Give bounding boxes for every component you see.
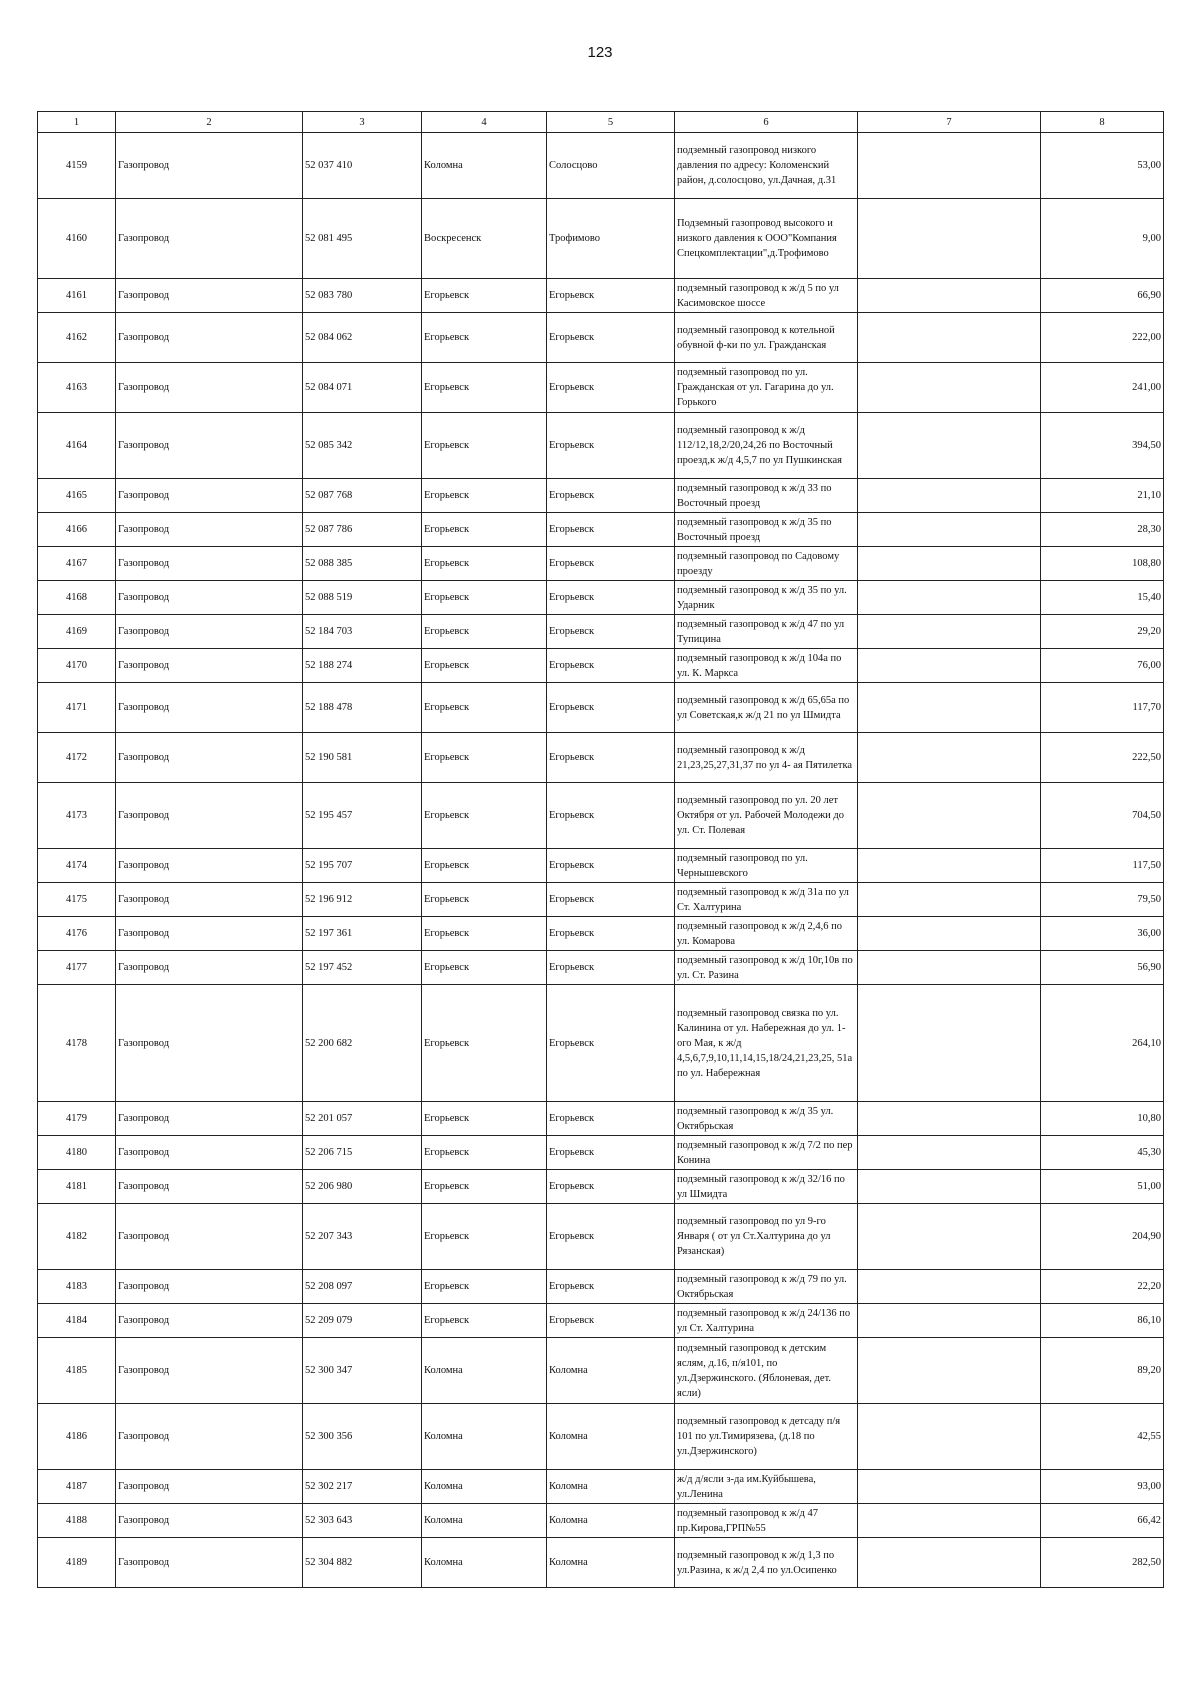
description: ж/д д/ясли з-да им.Куйбышева, ул.Ленина — [675, 1470, 858, 1504]
object-type: Газопровод — [116, 649, 303, 683]
object-code: 52 037 410 — [303, 133, 422, 199]
locality: Коломна — [547, 1404, 675, 1470]
row-number: 4178 — [38, 985, 116, 1102]
locality: Егорьевск — [547, 951, 675, 985]
district: Егорьевск — [422, 951, 547, 985]
table-row — [38, 683, 1164, 733]
district: Егорьевск — [422, 479, 547, 513]
description: подземный газопровод к ж/д 35 по ул. Ударник — [675, 581, 858, 615]
row-number: 4173 — [38, 783, 116, 849]
column-7-value — [858, 951, 1041, 985]
table-row — [38, 985, 1164, 1102]
object-code: 52 201 057 — [303, 1102, 422, 1136]
length-value: 22,20 — [1041, 1270, 1164, 1304]
table-row — [38, 649, 1164, 683]
object-type: Газопровод — [116, 1102, 303, 1136]
object-type: Газопровод — [116, 683, 303, 733]
length-value: 9,00 — [1041, 199, 1164, 279]
locality: Егорьевск — [547, 363, 675, 413]
length-value: 264,10 — [1041, 985, 1164, 1102]
table-row — [38, 1102, 1164, 1136]
object-code: 52 088 519 — [303, 581, 422, 615]
locality: Егорьевск — [547, 1170, 675, 1204]
district: Егорьевск — [422, 1102, 547, 1136]
object-code: 52 084 071 — [303, 363, 422, 413]
column-header: 2 — [116, 112, 303, 133]
table-row — [38, 883, 1164, 917]
length-value: 222,00 — [1041, 313, 1164, 363]
object-code: 52 081 495 — [303, 199, 422, 279]
length-value: 29,20 — [1041, 615, 1164, 649]
district: Егорьевск — [422, 917, 547, 951]
locality: Солосцово — [547, 133, 675, 199]
column-header: 8 — [1041, 112, 1164, 133]
length-value: 45,30 — [1041, 1136, 1164, 1170]
table-row — [38, 1404, 1164, 1470]
table-row — [38, 917, 1164, 951]
column-7-value — [858, 1404, 1041, 1470]
length-value: 117,50 — [1041, 849, 1164, 883]
description: подземный газопровод к ж/д 65,65а по ул Советская,к ж/д 21 по ул Шмидта — [675, 683, 858, 733]
object-type: Газопровод — [116, 917, 303, 951]
table-row — [38, 615, 1164, 649]
district: Коломна — [422, 1538, 547, 1588]
district: Егорьевск — [422, 1304, 547, 1338]
length-value: 56,90 — [1041, 951, 1164, 985]
object-code: 52 088 385 — [303, 547, 422, 581]
description: подземный газопровод к ж/д 35 ул. Октябрьская — [675, 1102, 858, 1136]
table-row — [38, 133, 1164, 199]
column-7-value — [858, 733, 1041, 783]
row-number: 4169 — [38, 615, 116, 649]
object-type: Газопровод — [116, 1470, 303, 1504]
locality: Егорьевск — [547, 883, 675, 917]
object-code: 52 188 274 — [303, 649, 422, 683]
table-row — [38, 413, 1164, 479]
object-type: Газопровод — [116, 199, 303, 279]
row-number: 4168 — [38, 581, 116, 615]
column-header: 3 — [303, 112, 422, 133]
column-7-value — [858, 649, 1041, 683]
table-row — [38, 1504, 1164, 1538]
object-type: Газопровод — [116, 363, 303, 413]
locality: Егорьевск — [547, 581, 675, 615]
length-value: 21,10 — [1041, 479, 1164, 513]
row-number: 4180 — [38, 1136, 116, 1170]
locality: Егорьевск — [547, 733, 675, 783]
row-number: 4160 — [38, 199, 116, 279]
description: подземный газопровод к ж/д 21,23,25,27,31,37 по ул 4- ая Пятилетка — [675, 733, 858, 783]
registry-table — [37, 111, 1164, 1588]
object-code: 52 300 356 — [303, 1404, 422, 1470]
district: Егорьевск — [422, 985, 547, 1102]
object-code: 52 207 343 — [303, 1204, 422, 1270]
table-row — [38, 1338, 1164, 1404]
locality: Егорьевск — [547, 313, 675, 363]
locality: Егорьевск — [547, 547, 675, 581]
column-7-value — [858, 199, 1041, 279]
column-7-value — [858, 1304, 1041, 1338]
district: Коломна — [422, 1504, 547, 1538]
locality: Егорьевск — [547, 917, 675, 951]
object-type: Газопровод — [116, 849, 303, 883]
table-row — [38, 783, 1164, 849]
locality: Коломна — [547, 1538, 675, 1588]
column-7-value — [858, 1170, 1041, 1204]
column-7-value — [858, 547, 1041, 581]
object-type: Газопровод — [116, 581, 303, 615]
column-7-value — [858, 615, 1041, 649]
description: подземный газопровод к ж/д 79 по ул. Октябрьская — [675, 1270, 858, 1304]
locality: Егорьевск — [547, 513, 675, 547]
object-type: Газопровод — [116, 1170, 303, 1204]
object-type: Газопровод — [116, 1338, 303, 1404]
object-code: 52 200 682 — [303, 985, 422, 1102]
object-code: 52 084 062 — [303, 313, 422, 363]
district: Егорьевск — [422, 1204, 547, 1270]
locality: Егорьевск — [547, 649, 675, 683]
table-row — [38, 1470, 1164, 1504]
locality: Егорьевск — [547, 1102, 675, 1136]
row-number: 4188 — [38, 1504, 116, 1538]
object-code: 52 195 707 — [303, 849, 422, 883]
column-header: 5 — [547, 112, 675, 133]
locality: Егорьевск — [547, 985, 675, 1102]
locality: Егорьевск — [547, 783, 675, 849]
object-type: Газопровод — [116, 1204, 303, 1270]
length-value: 86,10 — [1041, 1304, 1164, 1338]
object-code: 52 206 715 — [303, 1136, 422, 1170]
table-row — [38, 581, 1164, 615]
length-value: 241,00 — [1041, 363, 1164, 413]
object-type: Газопровод — [116, 313, 303, 363]
column-7-value — [858, 363, 1041, 413]
object-code: 52 085 342 — [303, 413, 422, 479]
object-code: 52 208 097 — [303, 1270, 422, 1304]
object-code: 52 196 912 — [303, 883, 422, 917]
object-code: 52 188 478 — [303, 683, 422, 733]
object-code: 52 197 361 — [303, 917, 422, 951]
column-7-value — [858, 917, 1041, 951]
object-type: Газопровод — [116, 513, 303, 547]
object-type: Газопровод — [116, 279, 303, 313]
locality: Егорьевск — [547, 479, 675, 513]
table-header-row — [38, 112, 1164, 133]
locality: Егорьевск — [547, 1270, 675, 1304]
column-header: 7 — [858, 112, 1041, 133]
locality: Егорьевск — [547, 413, 675, 479]
column-7-value — [858, 849, 1041, 883]
row-number: 4186 — [38, 1404, 116, 1470]
object-code: 52 195 457 — [303, 783, 422, 849]
row-number: 4162 — [38, 313, 116, 363]
locality: Трофимово — [547, 199, 675, 279]
locality: Егорьевск — [547, 849, 675, 883]
row-number: 4170 — [38, 649, 116, 683]
district: Егорьевск — [422, 413, 547, 479]
object-type: Газопровод — [116, 1538, 303, 1588]
table-row — [38, 849, 1164, 883]
description: подземный газопровод к детским яслям, д.16, п/я101, по ул.Дзержинского. (Яблоневая, дет. ясли) — [675, 1338, 858, 1404]
length-value: 66,90 — [1041, 279, 1164, 313]
object-code: 52 300 347 — [303, 1338, 422, 1404]
description: подземный газопровод по ул. 20 лет Октября от ул. Рабочей Молодежи до ул. Ст. Полевая — [675, 783, 858, 849]
district: Егорьевск — [422, 783, 547, 849]
locality: Коломна — [547, 1470, 675, 1504]
object-code: 52 304 882 — [303, 1538, 422, 1588]
table-row — [38, 363, 1164, 413]
object-code: 52 197 452 — [303, 951, 422, 985]
column-7-value — [858, 313, 1041, 363]
row-number: 4163 — [38, 363, 116, 413]
length-value: 28,30 — [1041, 513, 1164, 547]
district: Егорьевск — [422, 313, 547, 363]
table-row — [38, 733, 1164, 783]
object-type: Газопровод — [116, 1270, 303, 1304]
row-number: 4179 — [38, 1102, 116, 1136]
column-7-value — [858, 1470, 1041, 1504]
column-7-value — [858, 513, 1041, 547]
column-7-value — [858, 479, 1041, 513]
district: Егорьевск — [422, 363, 547, 413]
object-type: Газопровод — [116, 547, 303, 581]
table-row — [38, 313, 1164, 363]
description: подземный газопровод к ж/д 31а по ул Ст. Халтурина — [675, 883, 858, 917]
object-type: Газопровод — [116, 479, 303, 513]
column-7-value — [858, 133, 1041, 199]
object-code: 52 087 768 — [303, 479, 422, 513]
row-number: 4177 — [38, 951, 116, 985]
description: подземный газопровод к ж/д 32/16 по ул Шмидта — [675, 1170, 858, 1204]
column-7-value — [858, 413, 1041, 479]
object-type: Газопровод — [116, 1404, 303, 1470]
length-value: 394,50 — [1041, 413, 1164, 479]
table-row — [38, 279, 1164, 313]
district: Егорьевск — [422, 1270, 547, 1304]
description: подземный газопровод к ж/д 24/136 по ул Ст. Халтурина — [675, 1304, 858, 1338]
district: Егорьевск — [422, 849, 547, 883]
length-value: 117,70 — [1041, 683, 1164, 733]
row-number: 4184 — [38, 1304, 116, 1338]
description: подземный газопровод по ул. Чернышевского — [675, 849, 858, 883]
description: подземный газопровод к ж/д 10г,10в по ул. Ст. Разина — [675, 951, 858, 985]
object-type: Газопровод — [116, 783, 303, 849]
object-code: 52 083 780 — [303, 279, 422, 313]
description: подземный газопровод к ж/д 47 пр.Кирова,ГРП№55 — [675, 1504, 858, 1538]
column-7-value — [858, 1136, 1041, 1170]
row-number: 4181 — [38, 1170, 116, 1204]
page-number: 123 — [587, 44, 613, 61]
description: подземный газопровод к ж/д 33 по Восточный проезд — [675, 479, 858, 513]
district: Воскресенск — [422, 199, 547, 279]
table-row — [38, 951, 1164, 985]
description: подземный газопровод к ж/д 7/2 по пер Конина — [675, 1136, 858, 1170]
length-value: 53,00 — [1041, 133, 1164, 199]
locality: Коломна — [547, 1504, 675, 1538]
table-row — [38, 199, 1164, 279]
locality: Егорьевск — [547, 615, 675, 649]
length-value: 222,50 — [1041, 733, 1164, 783]
table-row — [38, 1170, 1164, 1204]
district: Егорьевск — [422, 279, 547, 313]
district: Коломна — [422, 1470, 547, 1504]
length-value: 204,90 — [1041, 1204, 1164, 1270]
column-7-value — [858, 1338, 1041, 1404]
length-value: 42,55 — [1041, 1404, 1164, 1470]
object-code: 52 303 643 — [303, 1504, 422, 1538]
row-number: 4164 — [38, 413, 116, 479]
column-header: 6 — [675, 112, 858, 133]
row-number: 4174 — [38, 849, 116, 883]
column-7-value — [858, 883, 1041, 917]
object-type: Газопровод — [116, 883, 303, 917]
locality: Егорьевск — [547, 683, 675, 733]
description: подземный газопровод по ул 9-го Января ( от ул Ст.Халтурина до ул Рязанская) — [675, 1204, 858, 1270]
description: Подземный газопровод высокого и низкого давления к ООО"Компания Спецкомплектации",д.Трофимово — [675, 199, 858, 279]
object-type: Газопровод — [116, 615, 303, 649]
table-row — [38, 1204, 1164, 1270]
object-code: 52 087 786 — [303, 513, 422, 547]
table-row — [38, 1136, 1164, 1170]
length-value: 10,80 — [1041, 1102, 1164, 1136]
description: подземный газопровод к ж/д 47 по ул Тупицина — [675, 615, 858, 649]
district: Коломна — [422, 1338, 547, 1404]
column-7-value — [858, 1270, 1041, 1304]
length-value: 76,00 — [1041, 649, 1164, 683]
object-code: 52 206 980 — [303, 1170, 422, 1204]
row-number: 4175 — [38, 883, 116, 917]
column-7-value — [858, 1102, 1041, 1136]
district: Егорьевск — [422, 581, 547, 615]
row-number: 4161 — [38, 279, 116, 313]
table-row — [38, 547, 1164, 581]
length-value: 704,50 — [1041, 783, 1164, 849]
row-number: 4165 — [38, 479, 116, 513]
district: Егорьевск — [422, 547, 547, 581]
column-7-value — [858, 1504, 1041, 1538]
object-code: 52 209 079 — [303, 1304, 422, 1338]
length-value: 51,00 — [1041, 1170, 1164, 1204]
object-type: Газопровод — [116, 133, 303, 199]
locality: Коломна — [547, 1338, 675, 1404]
description: подземный газопровод к ж/д 1,3 по ул.Разина, к ж/д 2,4 по ул.Осипенко — [675, 1538, 858, 1588]
row-number: 4189 — [38, 1538, 116, 1588]
row-number: 4166 — [38, 513, 116, 547]
object-code: 52 184 703 — [303, 615, 422, 649]
description: подземный газопровод по Садовому проезду — [675, 547, 858, 581]
locality: Егорьевск — [547, 1304, 675, 1338]
object-type: Газопровод — [116, 413, 303, 479]
district: Егорьевск — [422, 513, 547, 547]
description: подземный газопровод по ул. Гражданская от ул. Гагарина до ул. Горького — [675, 363, 858, 413]
length-value: 282,50 — [1041, 1538, 1164, 1588]
description: подземный газопровод к ж/д 112/12,18,2/20,24,26 по Восточный проезд,к ж/д 4,5,7 по ул Пушкинская — [675, 413, 858, 479]
column-7-value — [858, 985, 1041, 1102]
length-value: 79,50 — [1041, 883, 1164, 917]
object-code: 52 190 581 — [303, 733, 422, 783]
description: подземный газопровод к ж/д 2,4,6 по ул. Комарова — [675, 917, 858, 951]
column-7-value — [858, 1538, 1041, 1588]
length-value: 15,40 — [1041, 581, 1164, 615]
object-type: Газопровод — [116, 733, 303, 783]
description: подземный газопровод к детсаду п/я 101 по ул.Тимирязева, (д.18 по ул.Дзержинского) — [675, 1404, 858, 1470]
column-7-value — [858, 783, 1041, 849]
district: Егорьевск — [422, 733, 547, 783]
district: Коломна — [422, 1404, 547, 1470]
length-value: 108,80 — [1041, 547, 1164, 581]
district: Егорьевск — [422, 1170, 547, 1204]
table-row — [38, 1538, 1164, 1588]
district: Егорьевск — [422, 615, 547, 649]
column-header: 1 — [38, 112, 116, 133]
object-type: Газопровод — [116, 1504, 303, 1538]
description: подземный газопровод к ж/д 5 по ул Касимовское шоссе — [675, 279, 858, 313]
column-7-value — [858, 279, 1041, 313]
row-number: 4187 — [38, 1470, 116, 1504]
description: подземный газопровод к котельной обувной ф-ки по ул. Гражданская — [675, 313, 858, 363]
object-type: Газопровод — [116, 1304, 303, 1338]
column-7-value — [858, 581, 1041, 615]
object-type: Газопровод — [116, 1136, 303, 1170]
locality: Егорьевск — [547, 279, 675, 313]
row-number: 4182 — [38, 1204, 116, 1270]
row-number: 4159 — [38, 133, 116, 199]
column-header: 4 — [422, 112, 547, 133]
table-row — [38, 513, 1164, 547]
table-row — [38, 479, 1164, 513]
description: подземный газопровод низкого давления по адресу: Коломенский район, д.солосцово, ул.Дачная, д.31 — [675, 133, 858, 199]
row-number: 4172 — [38, 733, 116, 783]
column-7-value — [858, 683, 1041, 733]
district: Егорьевск — [422, 649, 547, 683]
object-code: 52 302 217 — [303, 1470, 422, 1504]
description: подземный газопровод к ж/д 104а по ул. К. Маркса — [675, 649, 858, 683]
description: подземный газопровод к ж/д 35 по Восточный проезд — [675, 513, 858, 547]
object-type: Газопровод — [116, 985, 303, 1102]
row-number: 4176 — [38, 917, 116, 951]
district: Егорьевск — [422, 883, 547, 917]
table-body — [38, 112, 1164, 1588]
table-row — [38, 1304, 1164, 1338]
length-value: 89,20 — [1041, 1338, 1164, 1404]
district: Егорьевск — [422, 1136, 547, 1170]
row-number: 4185 — [38, 1338, 116, 1404]
table-row — [38, 1270, 1164, 1304]
length-value: 66,42 — [1041, 1504, 1164, 1538]
description: подземный газопровод связка по ул. Калинина от ул. Набережная до ул. 1-ого Мая, к ж/д 4,5,6,7,9,10,11,14,15,18/24,21,23,25, 51а по ул. Набережная — [675, 985, 858, 1102]
row-number: 4167 — [38, 547, 116, 581]
column-7-value — [858, 1204, 1041, 1270]
object-type: Газопровод — [116, 951, 303, 985]
row-number: 4171 — [38, 683, 116, 733]
locality: Егорьевск — [547, 1136, 675, 1170]
row-number: 4183 — [38, 1270, 116, 1304]
district: Коломна — [422, 133, 547, 199]
length-value: 93,00 — [1041, 1470, 1164, 1504]
district: Егорьевск — [422, 683, 547, 733]
length-value: 36,00 — [1041, 917, 1164, 951]
locality: Егорьевск — [547, 1204, 675, 1270]
